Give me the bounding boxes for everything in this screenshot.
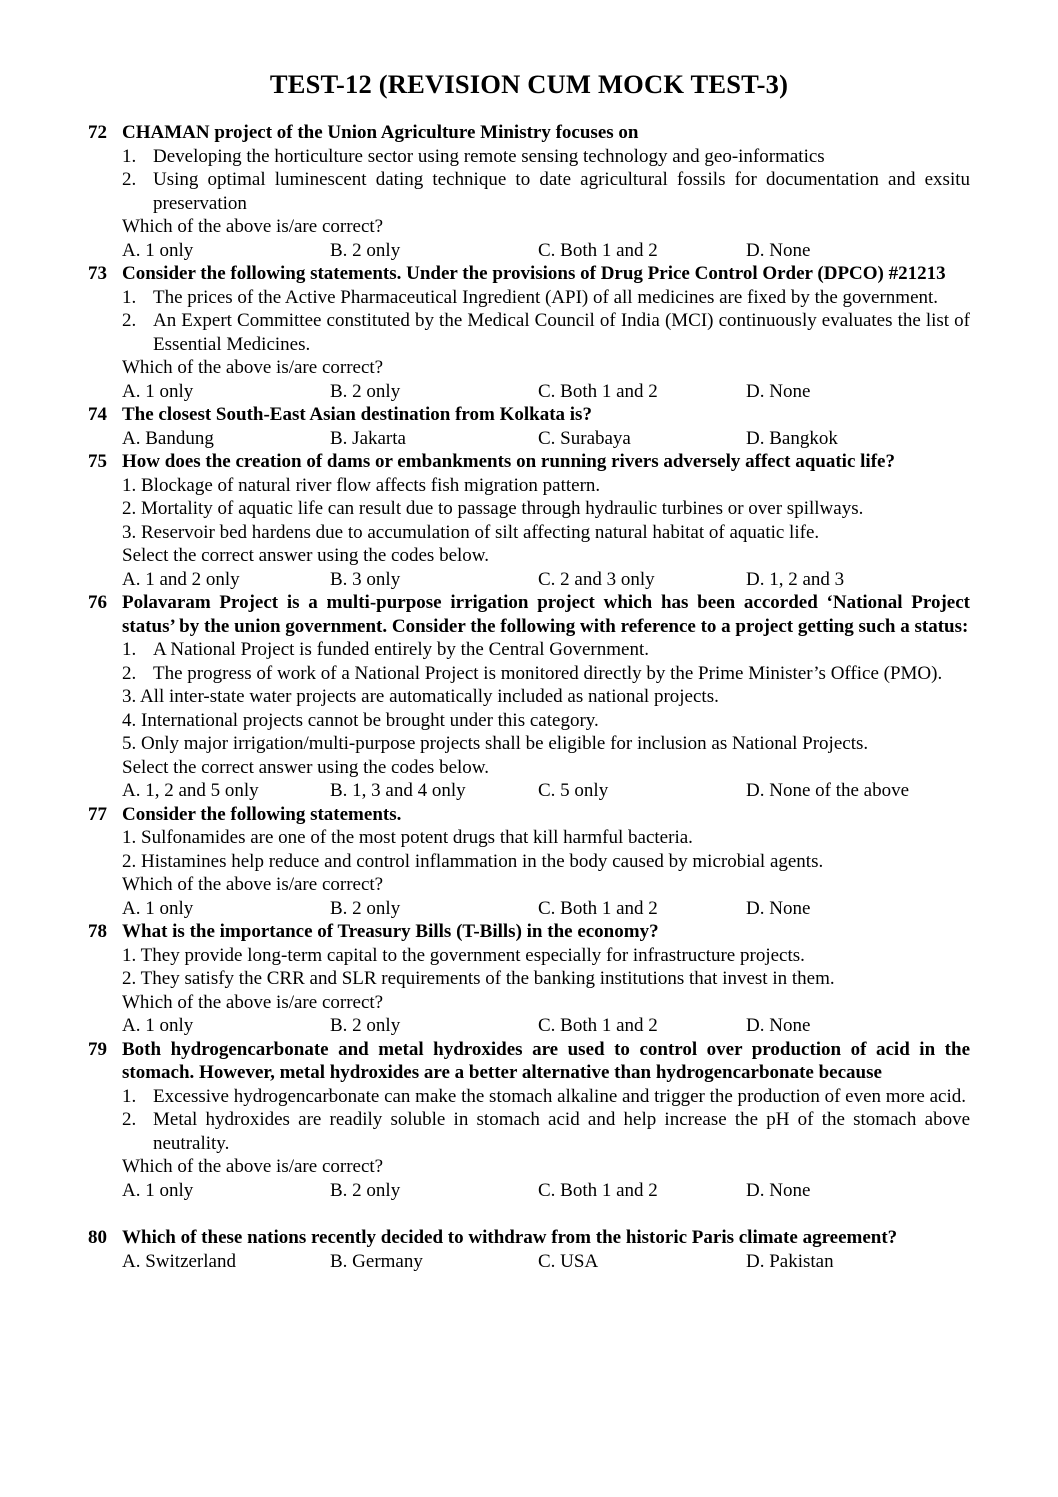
option-a: A. 1 only (122, 1179, 194, 1201)
question-77 (88, 803, 970, 921)
question-prompt: Which of the above is/are correct? (122, 216, 384, 237)
question-75 (88, 450, 970, 591)
statement: 3. Reservoir bed hardens due to accumulation of silt affecting natural habitat of aquatic life. (122, 521, 820, 543)
question-number: 75 (88, 451, 107, 472)
page-title: TEST-12 (REVISION CUM MOCK TEST-3) (269, 69, 789, 99)
option-d: D. None (746, 1179, 811, 1201)
statement: 2. Mortality of aquatic life can result due to passage through hydraulic turbines or over spillways. (122, 498, 864, 519)
option-c: C. USA (538, 1250, 599, 1272)
option-b: B. 2 only (330, 239, 401, 261)
question-text: What is the importance of Treasury Bills (T-Bills) in the economy? (122, 921, 659, 942)
question-text: Which of these nations recently decided to withdraw from the historic Paris climate agreement? (122, 1227, 898, 1248)
question-number: 73 (88, 263, 107, 284)
option-b: B. 1, 3 and 4 only (330, 780, 466, 801)
question-stem (88, 803, 970, 827)
question-stem (88, 403, 970, 427)
statement: 1. Excessive hydrogencarbonate can make the stomach alkaline and trigger the production of even more acid. (122, 1085, 966, 1107)
question-73 (88, 262, 970, 403)
statement: 1. Blockage of natural river flow affects fish migration pattern. (122, 474, 601, 496)
statement: 2. An Expert Committee constituted by the Medical Council of India (MCI) continuously evaluates the list of Essential Medicines. (122, 310, 970, 355)
question-prompt: Which of the above is/are correct? (122, 874, 384, 895)
question-list (88, 121, 970, 1273)
answer-options (88, 1250, 970, 1274)
question-prompt: Select the correct answer using the codes below. (122, 756, 490, 778)
question-stem (88, 121, 970, 145)
option-a: A. Switzerland (122, 1250, 236, 1272)
option-d: D. None (746, 1015, 811, 1036)
option-c: C. Both 1 and 2 (538, 239, 658, 261)
question-stem (88, 450, 970, 474)
option-b: B. 2 only (330, 897, 401, 919)
question-prompt: Which of the above is/are correct? (122, 357, 384, 378)
question-stem (88, 1038, 970, 1085)
statement: 1. Sulfonamides are one of the most potent drugs that kill harmful bacteria. (122, 827, 693, 848)
question-74 (88, 403, 970, 450)
statement: 2. Histamines help reduce and control inflammation in the body caused by microbial agents. (122, 850, 824, 872)
option-b: B. 2 only (330, 1015, 401, 1036)
statement: 1. They provide long-term capital to the government especially for infrastructure projects. (122, 944, 805, 966)
statement: 5. Only major irrigation/multi-purpose projects shall be eligible for inclusion as National Projects. (122, 733, 869, 754)
option-a: A. 1 only (122, 897, 194, 919)
statement: 1. A National Project is funded entirely by the Central Government. (122, 639, 649, 660)
option-a: A. 1 only (122, 380, 194, 402)
question-number: 79 (88, 1038, 107, 1060)
option-c: C. Both 1 and 2 (538, 897, 658, 919)
option-a: A. 1, 2 and 5 only (122, 780, 259, 801)
option-c: C. Both 1 and 2 (538, 1015, 658, 1036)
question-stem (88, 920, 970, 944)
question-79 (88, 1038, 970, 1203)
answer-options (88, 779, 970, 803)
answer-options (88, 1179, 970, 1203)
statement: 3. All inter-state water projects are automatically included as national projects. (122, 686, 719, 707)
option-b: B. 2 only (330, 1179, 401, 1201)
question-prompt: Which of the above is/are correct? (122, 1156, 384, 1177)
question-number: 77 (88, 803, 107, 825)
option-b: B. Germany (330, 1250, 423, 1272)
answer-options (88, 427, 970, 451)
question-prompt: Select the correct answer using the codes below. (122, 545, 490, 566)
option-c: C. Both 1 and 2 (538, 380, 658, 402)
question-72 (88, 121, 970, 262)
statement: 1. Developing the horticulture sector using remote sensing technology and geo-informatics (122, 145, 825, 167)
question-stem (88, 262, 970, 286)
option-b: B. Jakarta (330, 427, 406, 449)
question-text: Consider the following statements. (122, 803, 402, 825)
question-number: 80 (88, 1227, 107, 1248)
question-76 (88, 591, 970, 803)
statement: 2. They satisfy the CRR and SLR requirements of the banking institutions that invest in them. (122, 968, 835, 989)
option-d: D. None (746, 239, 811, 261)
option-d: D. Bangkok (746, 427, 838, 449)
spacer (88, 1202, 970, 1226)
question-number: 76 (88, 592, 107, 613)
option-d: D. 1, 2 and 3 (746, 568, 845, 590)
option-d: D. None of the above (746, 780, 910, 801)
option-d: D. Pakistan (746, 1250, 834, 1272)
answer-options (88, 239, 970, 263)
statement: 4. International projects cannot be brought under this category. (122, 709, 599, 731)
question-stem (88, 1226, 970, 1250)
option-c: C. Surabaya (538, 427, 631, 449)
question-number: 78 (88, 921, 107, 942)
question-text: Consider the following statements. Under the provisions of Drug Price Control Order (DPCO) #21213 (122, 263, 946, 284)
option-a: A. 1 and 2 only (122, 568, 240, 590)
question-stem (88, 591, 970, 638)
answer-options (88, 1014, 970, 1038)
option-d: D. None (746, 897, 811, 919)
statement: 2. Using optimal luminescent dating technique to date agricultural fossils for documentation and exsitu preservation (122, 169, 970, 214)
statement: 2. The progress of work of a National Project is monitored directly by the Prime Minister’s Office (PMO). (122, 662, 943, 684)
option-c: C. 5 only (538, 780, 609, 801)
question-text: How does the creation of dams or embankments on running rivers adversely affect aquatic life? (122, 451, 895, 472)
question-80 (88, 1226, 970, 1273)
answer-options (88, 380, 970, 404)
option-c: C. 2 and 3 only (538, 568, 655, 590)
question-text: The closest South-East Asian destination from Kolkata is? (122, 404, 592, 425)
question-text: CHAMAN project of the Union Agriculture Ministry focuses on (122, 122, 639, 143)
answer-options (88, 897, 970, 921)
option-b: B. 2 only (330, 380, 401, 402)
statement: 1. The prices of the Active Pharmaceutical Ingredient (API) of all medicines are fixed by the government. (122, 286, 939, 308)
option-a: A. 1 only (122, 1015, 194, 1036)
question-number: 74 (88, 404, 107, 425)
statement: 2. Metal hydroxides are readily soluble in stomach acid and help increase the pH of the stomach above neutrality. (122, 1109, 970, 1154)
option-b: B. 3 only (330, 568, 401, 590)
answer-options (88, 568, 970, 592)
question-number: 72 (88, 122, 107, 143)
option-d: D. None (746, 380, 811, 402)
question-78 (88, 920, 970, 1038)
question-prompt: Which of the above is/are correct? (122, 991, 384, 1013)
question-text: Polavaram Project is a multi-purpose irrigation project which has been accorded ‘National Project status’ by the union government. Consider the following with reference to a project getting such a status: (122, 592, 970, 637)
option-a: A. Bandung (122, 427, 214, 449)
option-a: A. 1 only (122, 239, 194, 261)
option-c: C. Both 1 and 2 (538, 1179, 658, 1201)
question-text: Both hydrogencarbonate and metal hydroxides are used to control over production of acid in the stomach. However, metal hydroxides are a better alternative than hydrogencarbonate because (122, 1038, 970, 1083)
